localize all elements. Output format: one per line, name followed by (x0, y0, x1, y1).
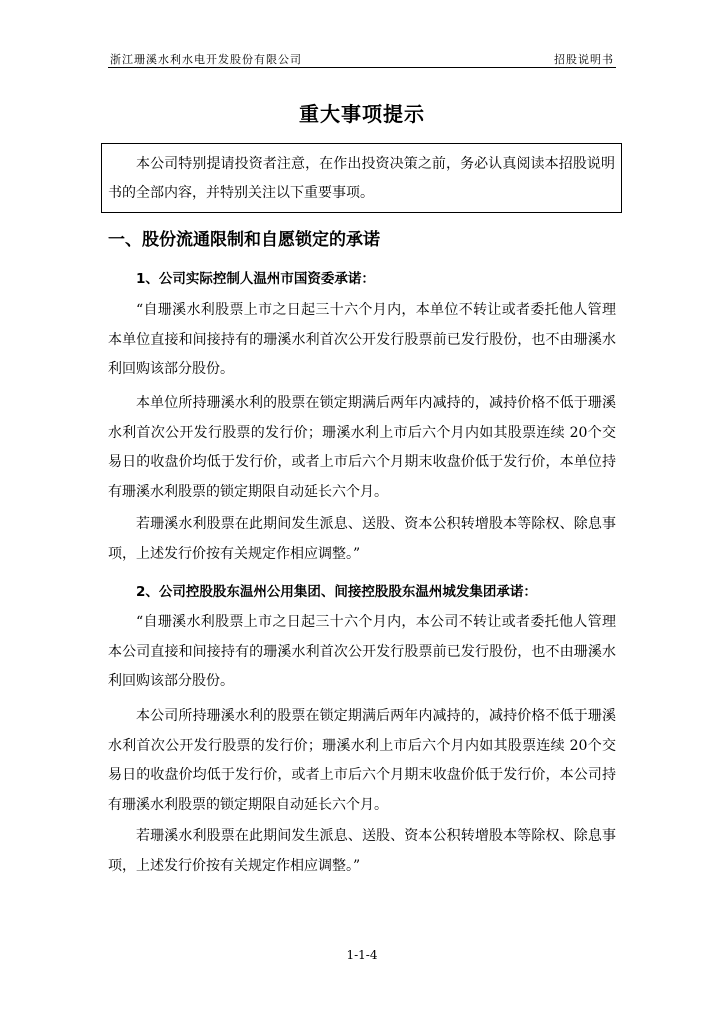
paragraph: “自珊溪水利股票上市之日起三十六个月内，本公司不转让或者委托他人管理本公司直接和间接持有的珊溪水利首次公开发行股票前已发行股份，也不由珊溪水利回购该部分股份。 (108, 614, 616, 689)
notice-box (101, 143, 622, 213)
section-heading: 一、股份流通限制和自愿锁定的承诺 (108, 230, 380, 250)
page-title: 重大事项提示 (299, 102, 425, 126)
paragraph: 本公司所持珊溪水利的股票在锁定期满后两年内减持的，减持价格不低于珊溪水利首次公开发行股票的发行价；珊溪水利上市后六个月内如其股票连续 20个交易日的收盘价均低于发行价，或者上市后六个月期末收盘价低于发行价，本公司持有珊溪水利股票的锁定期限自动延长六个月。 (108, 708, 616, 813)
subsection-heading-2: 2、公司控股股东温州公用集团、间接控股股东温州城发集团承诺： (136, 584, 537, 600)
paragraph: 若珊溪水利股票在此期间发生派息、送股、资本公积转增股本等除权、除息事项，上述发行价按有关规定作相应调整。” (108, 516, 616, 562)
header-company: 浙江珊溪水利水电开发股份有限公司 (110, 53, 302, 66)
notice-text: 本公司特别提请投资者注意，在作出投资决策之前，务必认真阅读本招股说明书的全部内容，并特别关注以下重要事项。 (108, 156, 615, 201)
page-number: 1-1-4 (346, 948, 378, 962)
paragraph: 若珊溪水利股票在此期间发生派息、送股、资本公积转增股本等除权、除息事项，上述发行价按有关规定作相应调整。” (108, 828, 616, 874)
paragraph: “自珊溪水利股票上市之日起三十六个月内，本单位不转让或者委托他人管理本单位直接和间接持有的珊溪水利首次公开发行股票前已发行股份，也不由珊溪水利回购该部分股份。 (108, 302, 616, 377)
subsection-heading-1: 1、公司实际控制人温州市国资委承诺： (136, 271, 375, 287)
page-header (108, 50, 616, 68)
paragraph: 本单位所持珊溪水利的股票在锁定期满后两年内减持的，减持价格不低于珊溪水利首次公开发行股票的发行价；珊溪水利上市后六个月内如其股票连续 20个交易日的收盘价均低于发行价，或者上市后六个月期末收盘价低于发行价，本单位持有珊溪水利股票的锁定期限自动延长六个月。 (108, 395, 616, 500)
header-doc-type: 招股说明书 (554, 53, 614, 66)
